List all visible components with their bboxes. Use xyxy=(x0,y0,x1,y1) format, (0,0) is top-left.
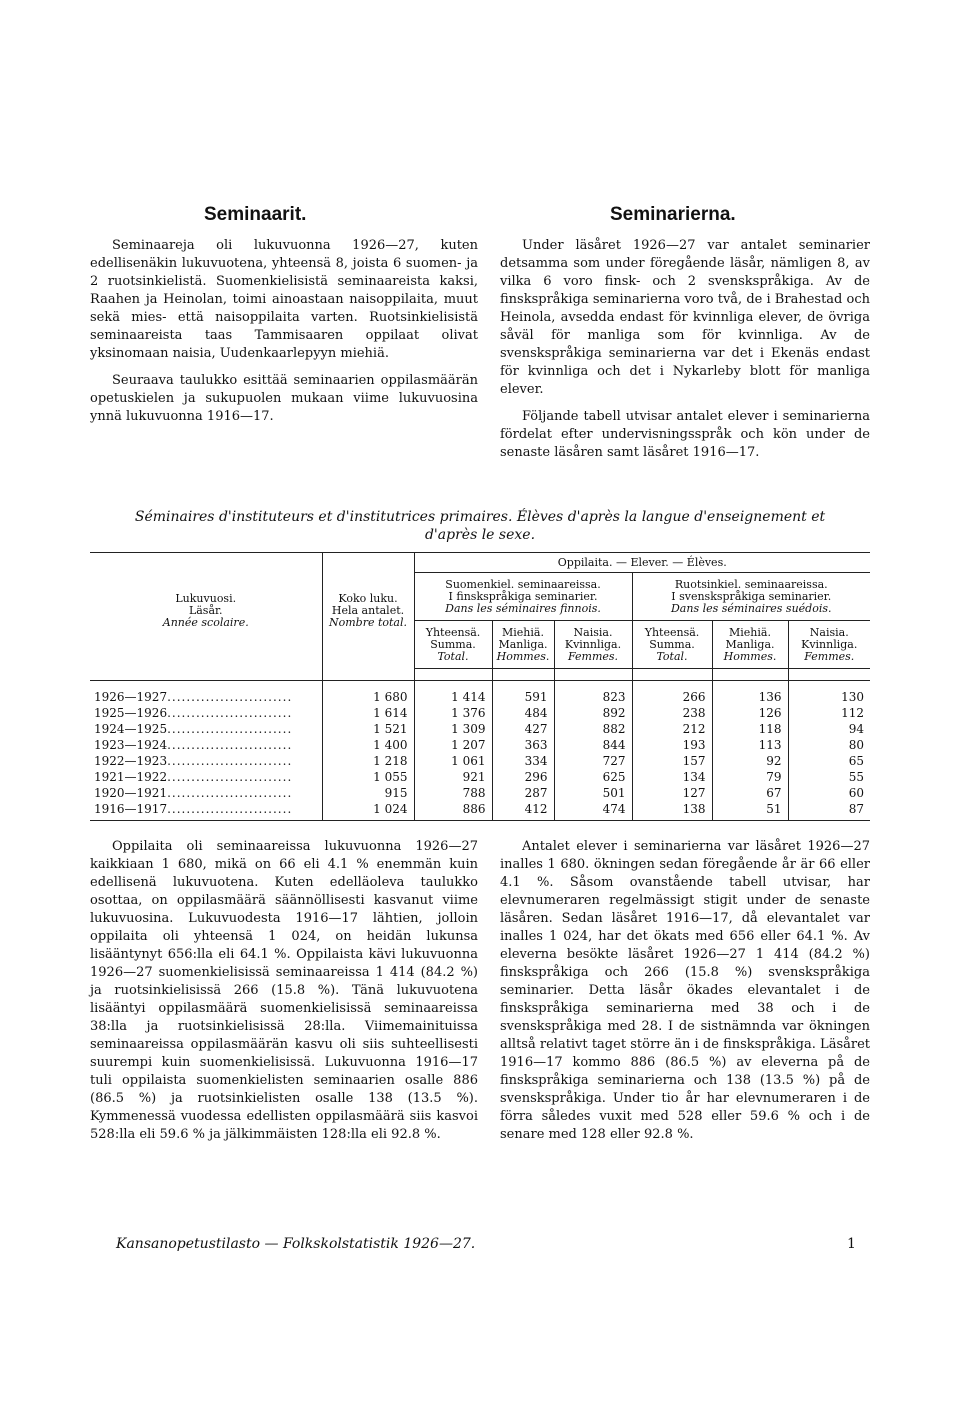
fi-men-cell: 334 xyxy=(492,753,554,769)
year-cell: 1922—1923.......................... xyxy=(94,753,293,768)
sv-sum-cell: 193 xyxy=(632,737,712,753)
swedish-discussion-column xyxy=(500,838,870,1153)
table-title xyxy=(90,508,870,544)
total-cell: 1 521 xyxy=(322,721,414,737)
sv-women-cell: 130 xyxy=(788,689,870,705)
year-cell: 1926—1927.......................... xyxy=(94,689,293,704)
fi-sum-cell: 886 xyxy=(414,801,492,817)
table-body xyxy=(90,681,870,821)
fi-men-cell: 287 xyxy=(492,785,554,801)
header-fi-sum: Yhteensä. Summa. Total. xyxy=(414,621,492,669)
swedish-para-2: Följande tabell utvisar antalet elever i seminarierna fördelat efter undervisningsspråk och kön under de senaste läsåren samt läsåret 1916—17. xyxy=(500,409,870,460)
fi-men-cell: 427 xyxy=(492,721,554,737)
sv-sum-cell: 238 xyxy=(632,705,712,721)
fi-men-cell: 296 xyxy=(492,769,554,785)
header-total: Koko luku. Hela antalet. Nombre total. xyxy=(322,553,414,669)
fi-women-cell: 844 xyxy=(554,737,632,753)
fi-sum-cell: 1 376 xyxy=(414,705,492,721)
table-row xyxy=(90,785,870,801)
table-title-line-1: Séminaires d'instituteurs et d'institutrices primaires. Élèves d'après la langue d'enseignement et xyxy=(134,509,826,525)
header-sv-women: Naisia. Kvinnliga. Femmes. xyxy=(788,621,870,669)
header-fi-men: Miehiä. Manliga. Hommes. xyxy=(492,621,554,669)
header-year: Lukuvuosi. Läsår. Année scolaire. xyxy=(90,553,322,669)
swedish-para-3: Antalet elever i seminarierna var läsåret 1926—27 inalles 1 680. ökningen sedan föregående år är 66 eller 4.1 %. Såsom ovanstående tabell utvisar, har elevnumeraren regelmässigt stigit under de senaste läsåren. Sedan läsåret 1916—17, då elevantalet var inalles 1 024, har det ökats med 656 eller 64.1 %. Av eleverna besökte läsåret 1926—27 1 414 (84.2 %) finskspråkiga och 266 (15.8 %) svenskspråkiga seminarier. Detta läsår ökades elevantalet i de finskspråkiga seminarierna med 38 och i de svenskspråkiga med 28. I de sistnämnda var ökningen alltså relativt taget större än i de finskspråkiga. Läsåret 1916—17 kommo 886 (86.5 %) av eleverna på de finskspråkiga seminarierna och 138 (13.5 %) på de svenskspråkiga. Under tio år har elevnumeraren i de förra således vuxit med 528 eller 59.6 % och i de senare med 128 eller 92.8 %. xyxy=(500,839,870,1142)
year-cell: 1916—1917.......................... xyxy=(94,801,293,816)
total-cell: 1 400 xyxy=(322,737,414,753)
fi-sum-cell: 1 061 xyxy=(414,753,492,769)
year-cell: 1920—1921.......................... xyxy=(94,785,293,800)
header-finnish-seminaries: Suomenkiel. seminaareissa. I finskspråkiga seminarier. Dans les séminaires finnois. xyxy=(414,573,632,621)
enrollment-table-wrapper xyxy=(90,552,870,821)
sv-men-cell: 51 xyxy=(712,801,788,817)
total-cell: 1 614 xyxy=(322,705,414,721)
fi-women-cell: 823 xyxy=(554,689,632,705)
fi-sum-cell: 1 414 xyxy=(414,689,492,705)
table-row xyxy=(90,721,870,737)
fi-women-cell: 474 xyxy=(554,801,632,817)
sv-men-cell: 67 xyxy=(712,785,788,801)
sv-women-cell: 94 xyxy=(788,721,870,737)
sv-men-cell: 79 xyxy=(712,769,788,785)
sv-men-cell: 113 xyxy=(712,737,788,753)
sv-men-cell: 126 xyxy=(712,705,788,721)
table-row xyxy=(90,769,870,785)
swedish-intro-column xyxy=(500,206,870,471)
year-cell: 1925—1926.......................... xyxy=(94,705,293,720)
sv-sum-cell: 127 xyxy=(632,785,712,801)
total-cell: 1 055 xyxy=(322,769,414,785)
header-pupils: Oppilaita. — Elever. — Élèves. xyxy=(414,553,870,573)
table-row xyxy=(90,689,870,705)
total-cell: 915 xyxy=(322,785,414,801)
fi-sum-cell: 1 207 xyxy=(414,737,492,753)
finnish-para-1: Seminaareja oli lukuvuonna 1926—27, kuten edellisenäkin lukuvuotena, yhteensä 8, joista 6 suomen- ja 2 ruotsinkielistä. Suomenkielisistä seminaareista kaksi, Raahen ja Heinolan, toimi ainoastaan naisoppilaita, muut sekä mies- että naisoppilaita varten. Ruotsinkielisistä seminaareista taas Tammisaaren oppilaat olivat yksinomaan naisia, Uudenkaarlepyyn miehiä. xyxy=(90,238,478,361)
table-row xyxy=(90,801,870,817)
header-sv-men: Miehiä. Manliga. Hommes. xyxy=(712,621,788,669)
fi-men-cell: 484 xyxy=(492,705,554,721)
table-row xyxy=(90,705,870,721)
sv-men-cell: 136 xyxy=(712,689,788,705)
page-number: 1 xyxy=(847,1236,856,1252)
finnish-heading: Seminaarit. xyxy=(204,204,307,225)
year-cell: 1921—1922.......................... xyxy=(94,769,293,784)
header-sv-sum: Yhteensä. Summa. Total. xyxy=(632,621,712,669)
header-swedish-seminaries: Ruotsinkiel. seminaareissa. I svenskspråkiga seminarier. Dans les séminaires suédois. xyxy=(632,573,870,621)
fi-men-cell: 363 xyxy=(492,737,554,753)
fi-men-cell: 591 xyxy=(492,689,554,705)
swedish-para-1: Under läsåret 1926—27 var antalet seminarier detsamma som under föregående läsår, nämligen 8, av vilka 6 voro finsk- och 2 svenskspråkiga. Av de finskspråkiga seminarierna voro två, de i Brahestad och Heinola, avsedda endast för kvinnliga elever, de övriga såväl för manliga som för kvinnliga. Av de svenskspråkiga seminarierna var det i Ekenäs endast för kvinnliga och det i Nykarleby blott för manliga elever. xyxy=(500,238,870,397)
header-fi-women: Naisia. Kvinnliga. Femmes. xyxy=(554,621,632,669)
sv-women-cell: 87 xyxy=(788,801,870,817)
swedish-heading: Seminarierna. xyxy=(610,204,736,225)
sv-sum-cell: 266 xyxy=(632,689,712,705)
fi-sum-cell: 921 xyxy=(414,769,492,785)
sv-women-cell: 65 xyxy=(788,753,870,769)
sv-women-cell: 60 xyxy=(788,785,870,801)
finnish-para-3: Oppilaita oli seminaareissa lukuvuonna 1926—27 kaikkiaan 1 680, mikä on 66 eli 4.1 % enemmän kuin edellisenä lukuvuotena. Kuten edelläoleva taulukko osottaa, on oppilasmäärä säännöllisesti kasvanut viime lukuvuosina. Lukuvuodesta 1916—17 lähtien, jolloin oppilaita oli yhteensä 1 024, on heidän lukunsa lisääntynyt 656:lla eli 64.1 %. Oppilaista kävi lukuvuonna 1926—27 suomenkielisissä seminaareissa 1 414 (84.2 %) ja ruotsinkielisissä 266 (15.8 %). Tänä lukuvuotena lisääntyi oppilasmäärä suomenkielisissä seminaareissa 38:lla ja ruotsinkielisissä 28:lla. Viimemainituissa seminaareissa oppilasmäärän kasvu oli siis suhteellisesti suurempi kuin suomenkielisissä. Lukuvuonna 1916—17 tuli oppilaista suomenkielisten seminaarien osalle 886 (86.5 %) ja ruotsinkielisten osalle 138 (13.5 %). Kymmenessä vuodessa edellisten oppilasmäärä siis kasvoi 528:lla eli 59.6 % ja jälkimmäisten 128:lla eli 92.8 %. xyxy=(90,839,478,1142)
finnish-intro-column xyxy=(90,206,478,435)
table-row xyxy=(90,737,870,753)
sv-men-cell: 118 xyxy=(712,721,788,737)
fi-women-cell: 625 xyxy=(554,769,632,785)
fi-sum-cell: 788 xyxy=(414,785,492,801)
year-cell: 1924—1925.......................... xyxy=(94,721,293,736)
fi-men-cell: 412 xyxy=(492,801,554,817)
sv-women-cell: 55 xyxy=(788,769,870,785)
total-cell: 1 218 xyxy=(322,753,414,769)
fi-women-cell: 501 xyxy=(554,785,632,801)
sv-sum-cell: 157 xyxy=(632,753,712,769)
year-cell: 1923—1924.......................... xyxy=(94,737,293,752)
footer-source: Kansanopetustilasto — Folkskolstatistik 1926—27. xyxy=(116,1236,476,1252)
fi-women-cell: 882 xyxy=(554,721,632,737)
finnish-para-2: Seuraava taulukko esittää seminaarien oppilasmäärän opetuskielen ja sukupuolen mukaan viime lukuvuosina ynnä lukuvuonna 1916—17. xyxy=(90,373,478,424)
total-cell: 1 024 xyxy=(322,801,414,817)
fi-women-cell: 727 xyxy=(554,753,632,769)
total-cell: 1 680 xyxy=(322,689,414,705)
fi-women-cell: 892 xyxy=(554,705,632,721)
enrollment-table xyxy=(90,552,870,821)
fi-sum-cell: 1 309 xyxy=(414,721,492,737)
sv-women-cell: 112 xyxy=(788,705,870,721)
sv-women-cell: 80 xyxy=(788,737,870,753)
finnish-discussion-column xyxy=(90,838,478,1153)
table-title-line-2: d'après le sexe. xyxy=(424,527,536,543)
sv-sum-cell: 212 xyxy=(632,721,712,737)
table-row xyxy=(90,753,870,769)
sv-sum-cell: 134 xyxy=(632,769,712,785)
sv-sum-cell: 138 xyxy=(632,801,712,817)
sv-men-cell: 92 xyxy=(712,753,788,769)
